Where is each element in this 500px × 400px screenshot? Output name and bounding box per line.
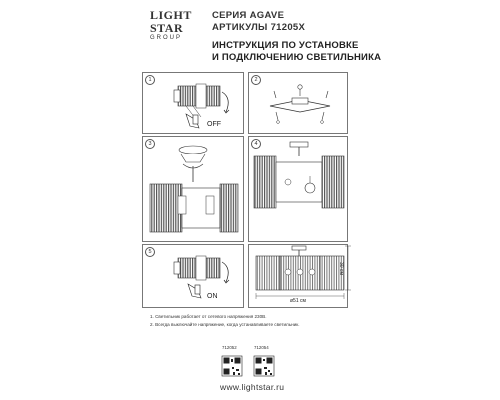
safety-note-2: 2. Всегда выключайте напряжение, когда устанавливаете светильник. — [150, 322, 300, 327]
dimensions-drawing — [256, 246, 351, 299]
qr-code-712054 — [254, 356, 274, 376]
instruction-title-line2: И ПОДКЛЮЧЕНИЮ СВЕТИЛЬНИКА — [212, 52, 382, 63]
logo-text-line2: STAR — [150, 21, 184, 35]
step-number: 1 — [145, 75, 155, 85]
width-dimension-label: ø51 см — [290, 298, 306, 304]
step-number: 3 — [145, 139, 155, 149]
qr-code-label-2: 712054 — [254, 345, 269, 350]
switch-on-label: ON — [207, 293, 218, 300]
step-4-assembled-drawing — [254, 142, 344, 208]
logo-text-line3: GROUP — [150, 35, 183, 41]
safety-note-1: 1. Светильник работает от сетевого напряжения 230В. — [150, 314, 267, 319]
step-number: 5 — [145, 247, 155, 257]
step-2-mounting-drawing — [270, 85, 330, 124]
qr-code-712052 — [222, 356, 242, 376]
step-1-fixture-drawing — [174, 84, 220, 118]
switch-off-label: OFF — [207, 121, 221, 128]
step-number: 2 — [251, 75, 261, 85]
step-3-assembly-drawing — [150, 146, 238, 232]
step-5-fixture-drawing — [174, 256, 220, 280]
series-label: СЕРИЯ AGAVE — [212, 10, 285, 21]
step-number: 4 — [251, 139, 261, 149]
logo-text-line1: LIGHT — [150, 8, 192, 22]
articles-label: АРТИКУЛЫ 71205X — [212, 22, 306, 33]
height-dimension-label: 30 см — [338, 262, 344, 275]
instruction-title-line1: ИНСТРУКЦИЯ ПО УСТАНОВКЕ — [212, 40, 359, 51]
website-link[interactable]: www.lightstar.ru — [220, 382, 285, 392]
qr-code-label-1: 712052 — [222, 345, 237, 350]
